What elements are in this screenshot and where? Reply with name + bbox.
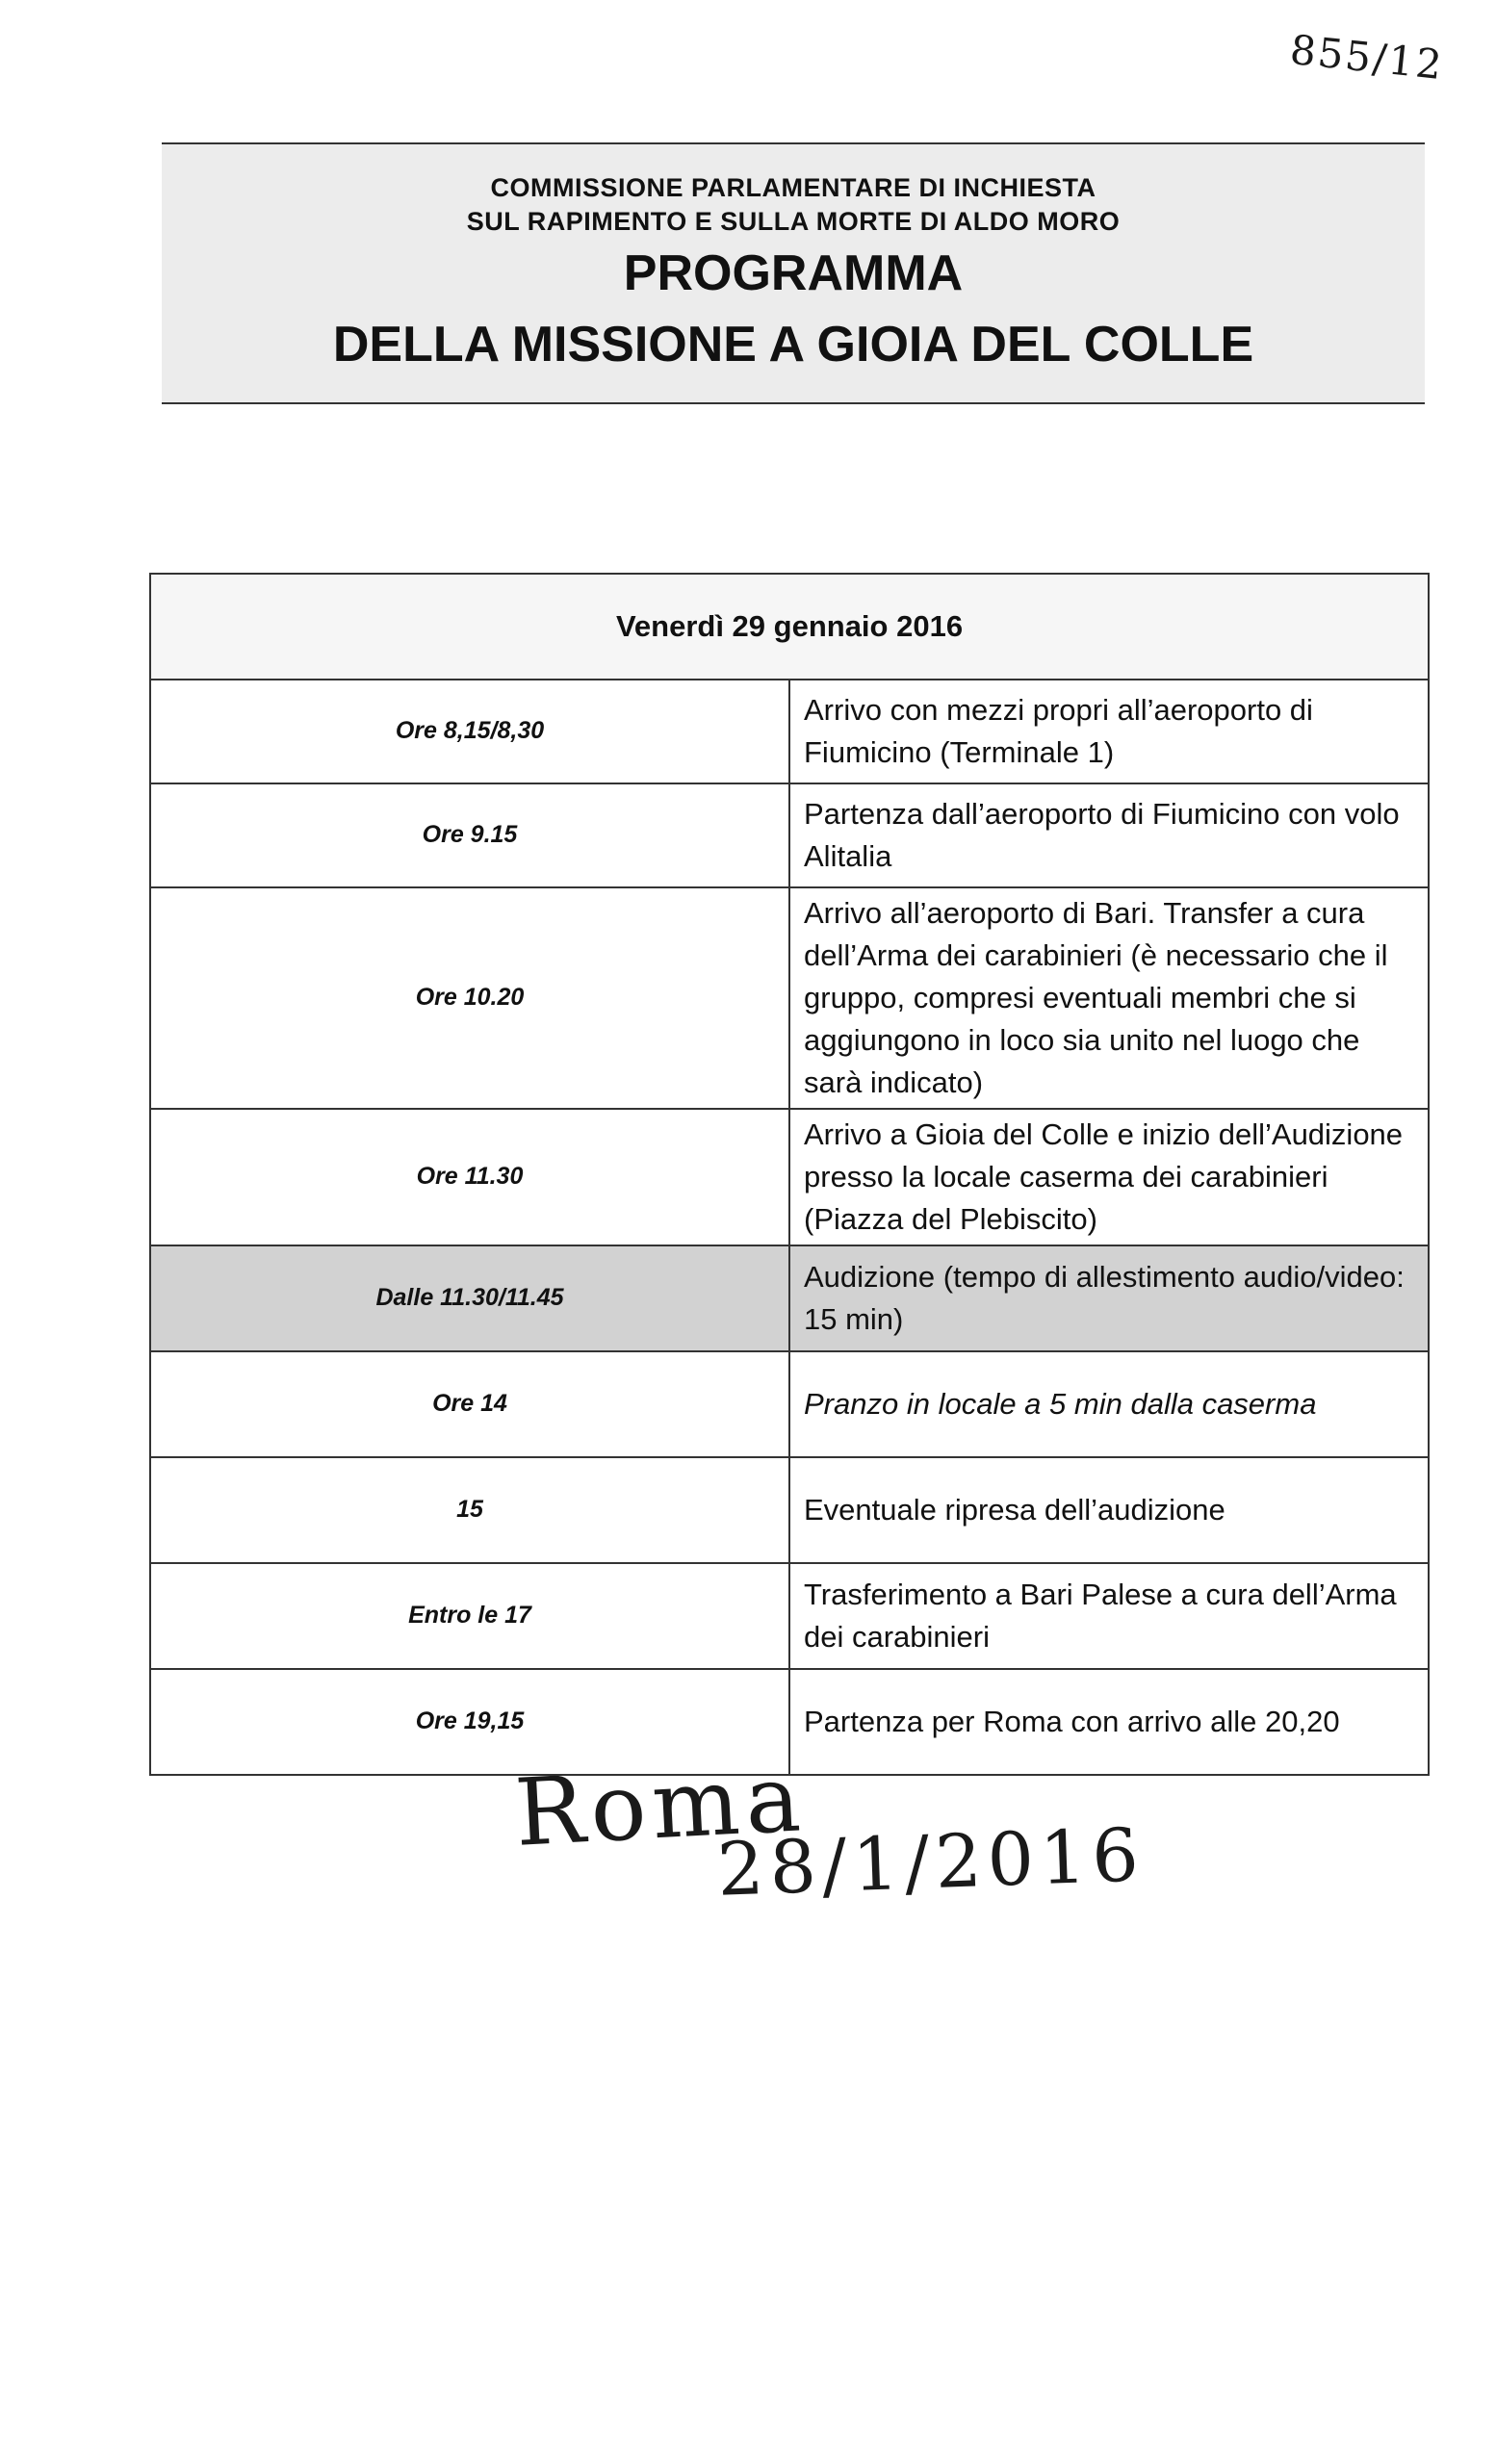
time-cell: Dalle 11.30/11.45: [150, 1245, 789, 1351]
document-header: [162, 142, 1425, 404]
table-row: [150, 1457, 1429, 1563]
table-row: [150, 1351, 1429, 1457]
time-cell: Ore 8,15/8,30: [150, 680, 789, 783]
description-cell: Trasferimento a Bari Palese a cura dell’Arma dei carabinieri: [789, 1563, 1429, 1669]
handwritten-place: Roma: [512, 1744, 810, 1867]
description-cell: Pranzo in locale a 5 min dalla caserma: [789, 1351, 1429, 1457]
time-cell: 15: [150, 1457, 789, 1563]
handwritten-reference-number: 855/12: [1287, 25, 1446, 90]
table-row: [150, 1245, 1429, 1351]
table-row: [150, 1563, 1429, 1669]
table-row: [150, 680, 1429, 783]
document-subtitle: DELLA MISSIONE A GIOIA DEL COLLE: [332, 317, 1254, 372]
header-commission-line1: COMMISSIONE PARLAMENTARE DI INCHIESTA: [490, 173, 1096, 202]
table-row: [150, 783, 1429, 887]
time-cell: Ore 10.20: [150, 887, 789, 1109]
schedule-date: Venerdì 29 gennaio 2016: [150, 574, 1429, 680]
time-cell: Ore 9.15: [150, 783, 789, 887]
time-cell: Ore 14: [150, 1351, 789, 1457]
description-cell: Eventuale ripresa dell’audizione: [789, 1457, 1429, 1563]
document-title: PROGRAMMA: [623, 245, 964, 301]
handwritten-date: 28/1/2016: [715, 1811, 1147, 1912]
description-cell: Arrivo a Gioia del Colle e inizio dell’Audizione presso la locale caserma dei carabinieri (Piazza del Plebiscito): [789, 1109, 1429, 1245]
schedule-table: [149, 573, 1430, 1776]
description-cell: Arrivo con mezzi propri all’aeroporto di Fiumicino (Terminale 1): [789, 680, 1429, 783]
table-row: [150, 887, 1429, 1109]
description-cell: Partenza per Roma con arrivo alle 20,20: [789, 1669, 1429, 1775]
description-cell: Partenza dall’aeroporto di Fiumicino con volo Alitalia: [789, 783, 1429, 887]
description-cell: Arrivo all’aeroporto di Bari. Transfer a cura dell’Arma dei carabinieri (è necessario che il gruppo, compresi eventuali membri che si aggiungono in loco sia unito nel luogo che sarà indicato): [789, 887, 1429, 1109]
time-cell: Ore 19,15: [150, 1669, 789, 1775]
schedule-date-row: [150, 574, 1429, 680]
header-commission-line2: SUL RAPIMENTO E SULLA MORTE DI ALDO MORO: [466, 207, 1121, 236]
description-cell: Audizione (tempo di allestimento audio/video: 15 min): [789, 1245, 1429, 1351]
time-cell: Entro le 17: [150, 1563, 789, 1669]
time-cell: Ore 11.30: [150, 1109, 789, 1245]
table-row: [150, 1109, 1429, 1245]
